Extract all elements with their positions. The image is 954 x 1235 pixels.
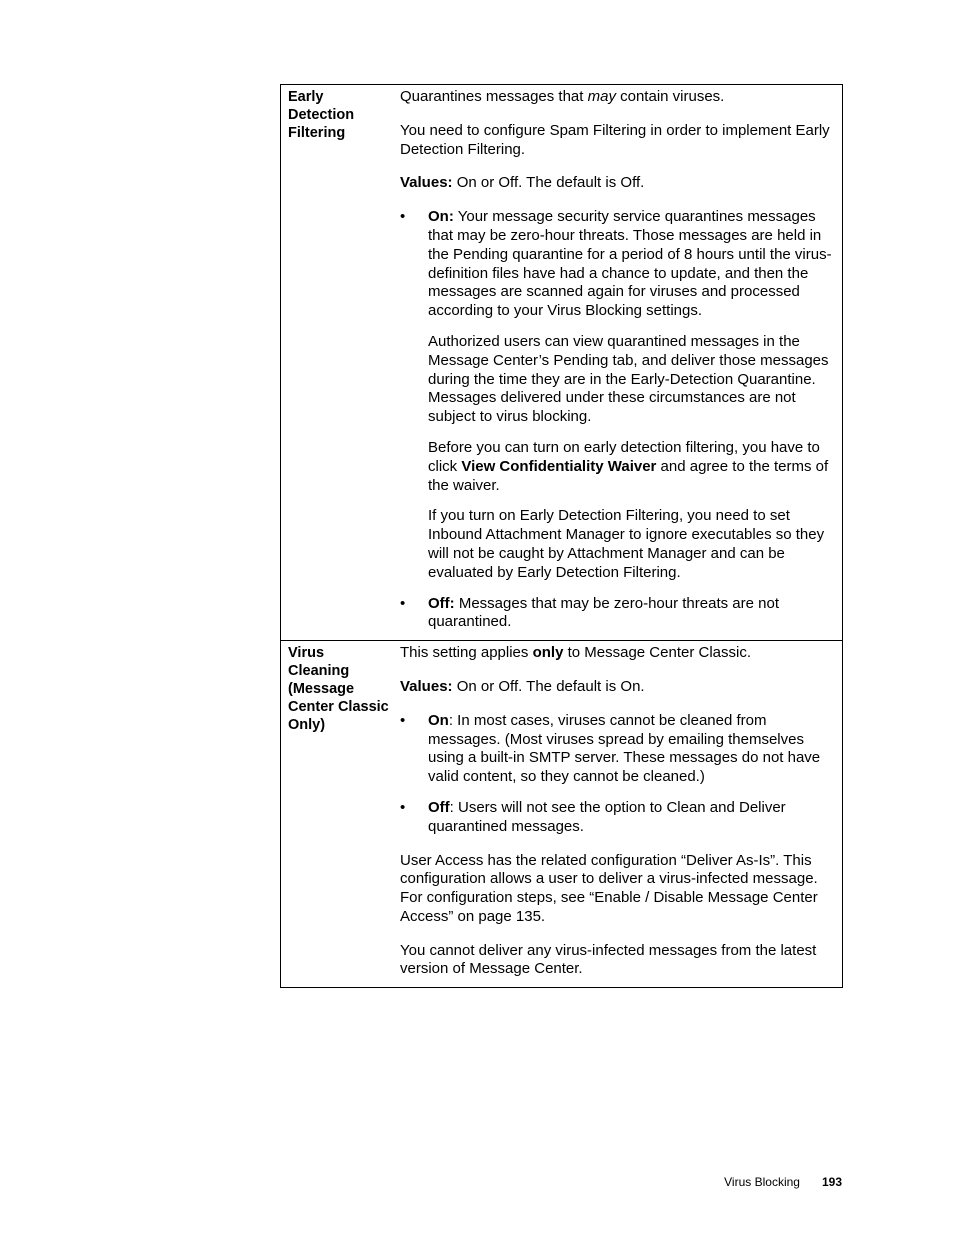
description-paragraph: Quarantines messages that may contain viruses. <box>400 88 725 105</box>
list-item: • Off: Messages that may be zero-hour threats are not quarantined. <box>400 594 779 631</box>
bullet-glyph: • <box>400 711 406 729</box>
sub-paragraph: If you turn on Early Detection Filtering, you need to set Inbound Attachment Manager to ignore executables so they will not be caught by Attachment Manager and can be evaluated by Early Detection Filtering. <box>428 507 825 581</box>
setting-name: Virus Cleaning (Message Center Classic Only) <box>288 645 389 734</box>
description-paragraph: This setting applies only to Message Center Classic. <box>400 644 751 662</box>
page-number: 193 <box>821 1175 842 1189</box>
description-paragraph: You cannot deliver any virus-infected messages from the latest version of Message Center. <box>400 941 817 978</box>
bullet-glyph: • <box>400 594 406 612</box>
bullet-glyph: • <box>400 208 406 226</box>
values-list <box>400 208 832 632</box>
settings-table <box>280 84 843 988</box>
sub-paragraph: Authorized users can view quarantined messages in the Message Center’s Pending tab, and deliver those messages during the time they are in the Early-Detection Quarantine. Messages delivered under these circumstances are not subject to virus blocking. <box>428 332 829 426</box>
values-paragraph: Values: On or Off. The default is On. <box>400 677 645 695</box>
list-item: • On: Your message security service quarantines messages that may be zero-hour threats. Those messages are held in the Pending quarantine for a period of 8 hours until the virus-definition files have had a chance to update, and then the messages are scanned again for viruses and processed according to your Virus Blocking settings. Authorized users can view quarantined messages in the Message Center’s Pending tab, and deliver those messages during the time they are in the Early-Detection Quarantine. Messages delivered under these circumstances are not subject to virus blocking. Before you can turn on early detection filtering, you have to click View Confidentiality Waiver and agree to the terms of the waiver. If you turn on Early Detection Filtering, you need to set Inbound Attachment Manager to ignore executables so they will not be caught by Attachment Manager and can be evaluated by Early Detection Filtering. <box>400 208 832 581</box>
bullet-glyph: • <box>400 798 406 816</box>
table-row-virus-cleaning <box>281 641 843 988</box>
list-item: • On: In most cases, viruses cannot be cleaned from messages. (Most viruses spread by emailing themselves using a built-in SMTP server. These messages do not have valid content, so they cannot be cleaned.) <box>400 711 821 786</box>
values-paragraph: Values: On or Off. The default is Off. <box>400 174 645 192</box>
description-paragraph: You need to configure Spam Filtering in order to implement Early Detection Filtering. <box>400 121 830 158</box>
values-list <box>400 712 832 837</box>
page-footer <box>724 1175 842 1189</box>
sub-paragraph: Before you can turn on early detection filtering, you have to click View Confidentiality Waiver and agree to the terms of the waiver. <box>428 438 829 494</box>
setting-name: Early Detection Filtering <box>288 89 355 141</box>
description-paragraph: User Access has the related configuration “Deliver As-Is”. This configuration allows a user to deliver a virus-infected message. For configuration steps, see “Enable / Disable Message Center Access” on page 135. <box>400 851 818 925</box>
table-row-early-detection-filtering <box>281 85 843 641</box>
list-item: • Off: Users will not see the option to Clean and Deliver quarantined messages. <box>400 798 786 835</box>
setting-description <box>281 85 842 640</box>
footer-section-title: Virus Blocking <box>724 1175 800 1189</box>
